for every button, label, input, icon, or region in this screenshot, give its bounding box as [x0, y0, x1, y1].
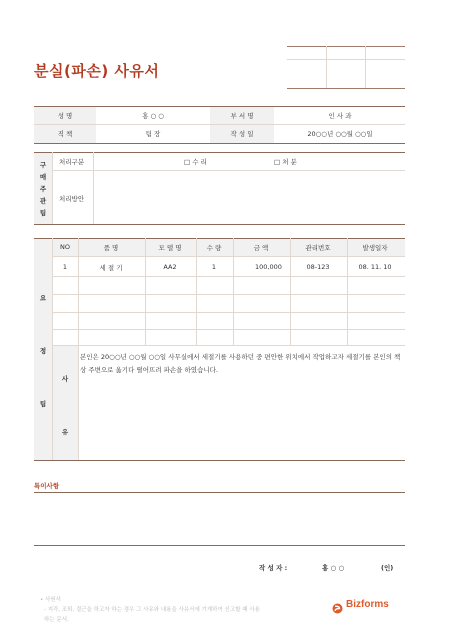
bizforms-logo-text: Bizforms: [346, 599, 389, 610]
signature-seal: (인): [381, 564, 394, 572]
reason-text: 본인은 20○○년 ○○월 ○○일 사무실에서 세절기를 사용하던 중 편안한 위치에서 작업하고자 세절기를 본인의 책상 주변으로 옮기다 떨어뜨려 파손을 하였습니다.: [80, 353, 401, 374]
option-dispose-checkbox[interactable]: □ 처 분: [274, 158, 297, 166]
document-title: 분실(파손) 사유서: [34, 62, 160, 80]
footer-line-3: 하는 문서.: [44, 617, 69, 623]
position-label: 직 책: [57, 130, 73, 138]
option-repair-checkbox[interactable]: □ 수 리: [184, 158, 207, 166]
date-value: 20○○년 ○○월 ○○일: [307, 130, 373, 138]
signature-label: 작 성 자 :: [259, 564, 288, 572]
remarks-label: 특이사항: [34, 482, 60, 490]
position-value: 팀 장: [145, 130, 161, 138]
process-plan-label: 처리방안: [59, 195, 85, 203]
signature-name: 홍 ○ ○: [322, 564, 345, 572]
footer-line-1: • 사원서: [40, 597, 61, 603]
dept-value: 인 사 과: [328, 112, 352, 120]
dept-label: 부 서 명: [230, 112, 254, 120]
bizforms-logo-icon: [332, 599, 343, 610]
date-label: 작 성 일: [230, 130, 254, 138]
name-label: 성 명: [57, 112, 73, 120]
approval-box: [287, 46, 405, 88]
bizforms-logo: [332, 599, 389, 610]
name-value: 홍 ○ ○: [142, 112, 164, 120]
process-type-label: 처리구분: [59, 158, 85, 166]
footer-line-2: - 지각, 조퇴, 결근을 하고자 하는 경우 그 사유와 내용을 사유서에 기재하여 신고할 때 사용: [44, 607, 260, 613]
